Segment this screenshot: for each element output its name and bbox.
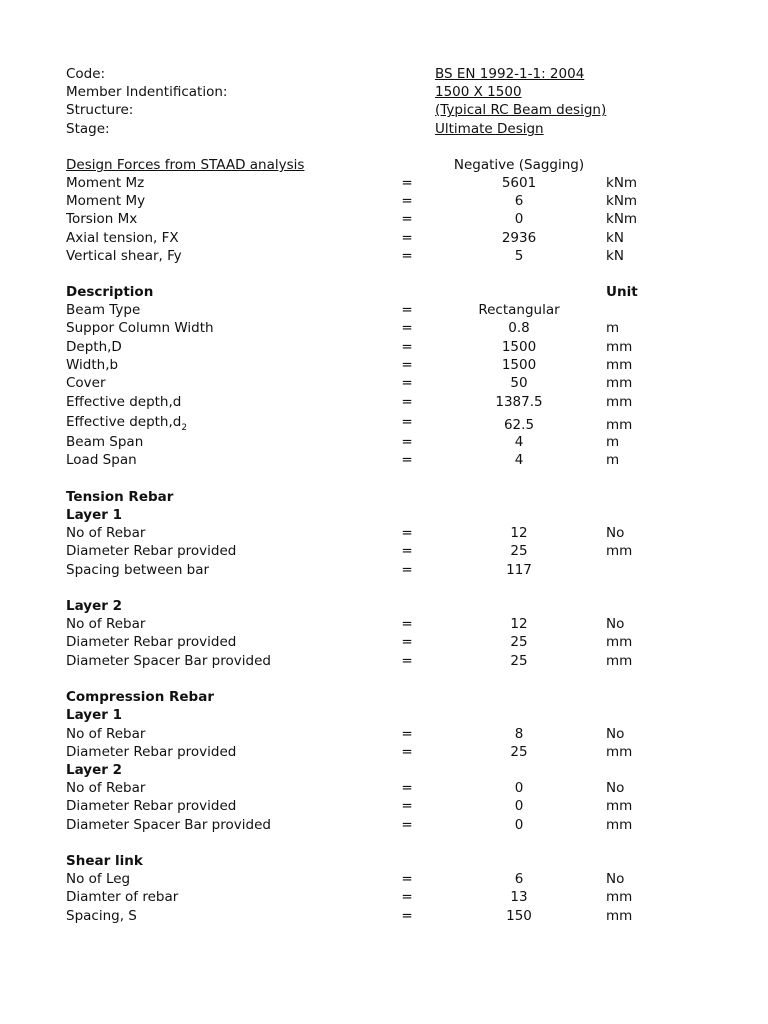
row-value: 1500 xyxy=(501,357,537,373)
table-row xyxy=(0,433,768,451)
row-label: Suppor Column Width xyxy=(66,320,214,336)
equals-sign: = xyxy=(401,175,413,191)
equals-sign: = xyxy=(401,193,413,209)
row-unit: kNm xyxy=(606,175,638,191)
row-unit: No xyxy=(606,525,625,541)
design-forces-title: Design Forces from STAAD analysis xyxy=(66,157,305,173)
row-value: 0.8 xyxy=(508,320,530,336)
row-unit: kNm xyxy=(606,211,638,227)
tension-rebar-title: Tension Rebar xyxy=(66,489,174,505)
layer-title: Layer 1 xyxy=(66,507,123,523)
table-row xyxy=(0,633,768,651)
equals-sign: = xyxy=(401,543,413,559)
table-row xyxy=(0,451,768,469)
code-row xyxy=(0,65,768,83)
row-label: Moment My xyxy=(66,193,146,209)
row-label: Diameter Rebar provided xyxy=(66,543,237,559)
shear-link-heading xyxy=(0,852,768,870)
equals-sign: = xyxy=(401,357,413,373)
equals-sign: = xyxy=(401,248,413,264)
row-unit: No xyxy=(606,616,625,632)
row-value: 25 xyxy=(510,543,528,559)
row-label: Effective depth,d xyxy=(66,394,182,410)
compression-rebar-heading xyxy=(0,688,768,706)
row-value: 50 xyxy=(510,375,528,391)
equals-sign: = xyxy=(401,871,413,887)
equals-sign: = xyxy=(401,320,413,336)
row-label: Beam Span xyxy=(66,434,144,450)
equals-sign: = xyxy=(401,634,413,650)
row-unit: mm xyxy=(606,889,633,905)
row-value: 0 xyxy=(514,798,524,814)
stage-value: Ultimate Design xyxy=(435,121,544,137)
row-unit: mm xyxy=(606,543,633,559)
row-value: 0 xyxy=(514,780,524,796)
equals-sign: = xyxy=(401,230,413,246)
row-unit: mm xyxy=(606,908,633,924)
row-value: 1500 xyxy=(501,339,537,355)
code-label: Code: xyxy=(66,66,106,82)
description-heading xyxy=(0,283,768,301)
row-unit: m xyxy=(606,452,620,468)
row-unit: No xyxy=(606,871,625,887)
table-row xyxy=(0,413,768,431)
design-forces-column-heading: Negative (Sagging) xyxy=(453,157,585,173)
row-unit: No xyxy=(606,780,625,796)
equals-sign: = xyxy=(401,525,413,541)
row-label-with-subscript xyxy=(66,413,187,431)
row-value: 12 xyxy=(510,616,528,632)
layer-title: Layer 1 xyxy=(66,707,123,723)
table-row xyxy=(0,743,768,761)
row-unit: kN xyxy=(606,248,624,264)
compression-rebar-title: Compression Rebar xyxy=(66,689,214,705)
equals-sign: = xyxy=(401,908,413,924)
table-row xyxy=(0,561,768,579)
description-title: Description xyxy=(66,284,154,300)
layer-title: Layer 2 xyxy=(66,762,123,778)
equals-sign: = xyxy=(401,780,413,796)
table-row xyxy=(0,229,768,247)
equals-sign: = xyxy=(401,414,413,430)
row-label: No of Rebar xyxy=(66,780,146,796)
row-value: 117 xyxy=(506,562,532,578)
row-unit: mm xyxy=(606,817,633,833)
row-label: Effective depth,d xyxy=(66,414,182,430)
row-label: Diamter of rebar xyxy=(66,889,179,905)
row-unit: mm xyxy=(606,744,633,760)
row-value: Rectangular xyxy=(478,302,560,318)
row-label: Spacing, S xyxy=(66,908,137,924)
equals-sign: = xyxy=(401,562,413,578)
row-label: Width,b xyxy=(66,357,119,373)
member-value: 1500 X 1500 xyxy=(435,84,522,100)
row-value: 5601 xyxy=(501,175,537,191)
table-row xyxy=(0,247,768,265)
table-row xyxy=(0,374,768,392)
row-unit: mm xyxy=(606,394,633,410)
design-forces-heading xyxy=(0,156,768,174)
table-row xyxy=(0,797,768,815)
equals-sign: = xyxy=(401,798,413,814)
shear-link-title: Shear link xyxy=(66,853,143,869)
code-value: BS EN 1992-1-1: 2004 xyxy=(435,66,585,82)
row-unit: mm xyxy=(606,798,633,814)
compression-layer1-heading xyxy=(0,706,768,724)
structure-label: Structure: xyxy=(66,102,134,118)
row-unit: m xyxy=(606,434,620,450)
equals-sign: = xyxy=(401,434,413,450)
row-value: 4 xyxy=(514,434,524,450)
equals-sign: = xyxy=(401,726,413,742)
unit-heading: Unit xyxy=(606,284,638,300)
row-label: No of Rebar xyxy=(66,525,146,541)
row-label: Cover xyxy=(66,375,106,391)
row-value: 5 xyxy=(514,248,524,264)
row-value: 25 xyxy=(510,653,528,669)
equals-sign: = xyxy=(401,394,413,410)
equals-sign: = xyxy=(401,375,413,391)
row-label: No of Rebar xyxy=(66,726,146,742)
table-row xyxy=(0,725,768,743)
equals-sign: = xyxy=(401,211,413,227)
table-row xyxy=(0,907,768,925)
table-row xyxy=(0,870,768,888)
table-row xyxy=(0,174,768,192)
row-label: Vertical shear, Fy xyxy=(66,248,182,264)
table-row xyxy=(0,393,768,411)
row-unit: m xyxy=(606,320,620,336)
row-label: Axial tension, FX xyxy=(66,230,179,246)
table-row xyxy=(0,356,768,374)
row-label: Moment Mz xyxy=(66,175,145,191)
equals-sign: = xyxy=(401,889,413,905)
row-value: 8 xyxy=(514,726,524,742)
structure-row xyxy=(0,101,768,119)
equals-sign: = xyxy=(401,653,413,669)
table-row xyxy=(0,779,768,797)
row-unit: kNm xyxy=(606,193,638,209)
subscript: 2 xyxy=(181,423,188,433)
row-label: Spacing between bar xyxy=(66,562,210,578)
equals-sign: = xyxy=(401,302,413,318)
stage-row xyxy=(0,120,768,138)
row-value: 25 xyxy=(510,634,528,650)
row-unit: kN xyxy=(606,230,624,246)
row-label: Diameter Spacer Bar provided xyxy=(66,817,271,833)
row-unit: No xyxy=(606,726,625,742)
row-unit: mm xyxy=(606,417,633,433)
table-row xyxy=(0,615,768,633)
row-value: 6 xyxy=(514,193,524,209)
row-label: No of Rebar xyxy=(66,616,146,632)
row-value: 4 xyxy=(514,452,524,468)
equals-sign: = xyxy=(401,744,413,760)
equals-sign: = xyxy=(401,339,413,355)
row-value: 25 xyxy=(510,744,528,760)
equals-sign: = xyxy=(401,452,413,468)
row-unit: mm xyxy=(606,339,633,355)
table-row xyxy=(0,319,768,337)
member-label: Member Indentification: xyxy=(66,84,228,100)
table-row xyxy=(0,338,768,356)
row-label: Load Span xyxy=(66,452,137,468)
layer-title: Layer 2 xyxy=(66,598,123,614)
row-value: 1387.5 xyxy=(495,394,543,410)
row-value: 6 xyxy=(514,871,524,887)
row-value: 0 xyxy=(514,817,524,833)
row-unit: mm xyxy=(606,357,633,373)
row-unit: mm xyxy=(606,375,633,391)
table-row xyxy=(0,192,768,210)
row-unit: mm xyxy=(606,634,633,650)
row-value: 2936 xyxy=(501,230,537,246)
table-row xyxy=(0,652,768,670)
equals-sign: = xyxy=(401,616,413,632)
row-value: 0 xyxy=(514,211,524,227)
row-value: 13 xyxy=(510,889,528,905)
member-row xyxy=(0,83,768,101)
row-label: Depth,D xyxy=(66,339,122,355)
structure-value: (Typical RC Beam design) xyxy=(435,102,607,118)
row-value: 12 xyxy=(510,525,528,541)
row-label: Beam Type xyxy=(66,302,141,318)
table-row xyxy=(0,888,768,906)
equals-sign: = xyxy=(401,817,413,833)
row-label: Diameter Spacer Bar provided xyxy=(66,653,271,669)
table-row xyxy=(0,301,768,319)
row-unit: mm xyxy=(606,653,633,669)
row-label: Diameter Rebar provided xyxy=(66,744,237,760)
row-label: Diameter Rebar provided xyxy=(66,798,237,814)
row-label: Diameter Rebar provided xyxy=(66,634,237,650)
table-row xyxy=(0,524,768,542)
row-label: Torsion Mx xyxy=(66,211,138,227)
tension-layer1-heading xyxy=(0,506,768,524)
stage-label: Stage: xyxy=(66,121,110,137)
row-value: 150 xyxy=(506,908,532,924)
row-value: 62.5 xyxy=(503,417,535,433)
row-label: No of Leg xyxy=(66,871,131,887)
tension-layer2-heading xyxy=(0,597,768,615)
compression-layer2-heading xyxy=(0,761,768,779)
table-row xyxy=(0,210,768,228)
table-row xyxy=(0,816,768,834)
table-row xyxy=(0,542,768,560)
tension-rebar-heading xyxy=(0,488,768,506)
